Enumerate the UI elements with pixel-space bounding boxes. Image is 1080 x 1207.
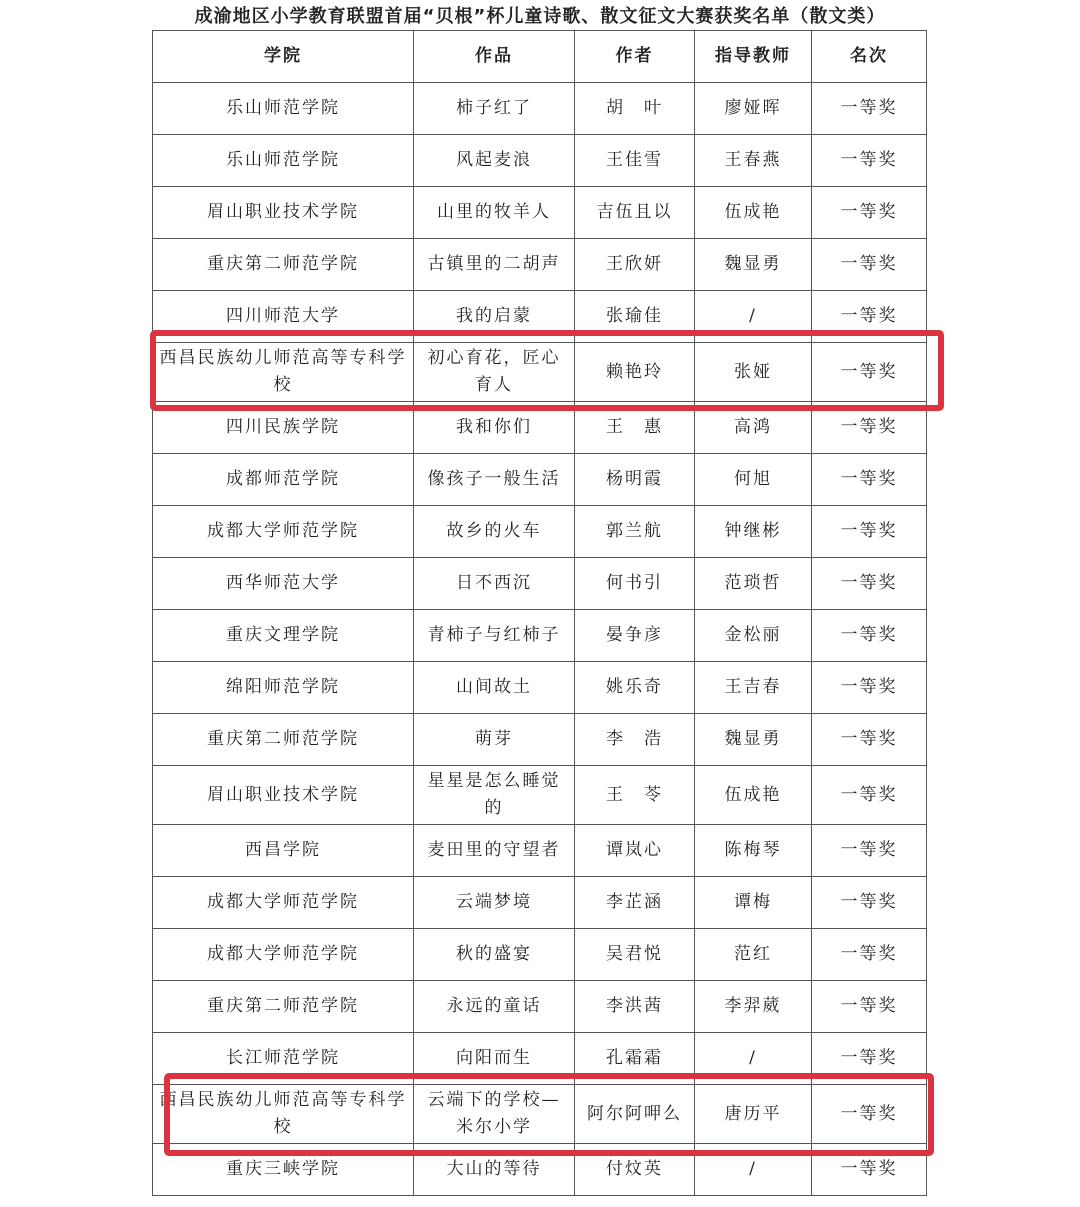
cell-author: 李洪茜 [575,981,695,1033]
table-row [153,558,927,610]
cell-work: 初心育花，匠心育人 [414,343,575,402]
cell-work: 向阳而生 [414,1033,575,1085]
table-row [153,825,927,877]
table-row [153,239,927,291]
cell-rank: 一等奖 [812,291,927,343]
cell-college: 重庆文理学院 [153,610,414,662]
cell-teacher: 金松丽 [695,610,812,662]
cell-rank: 一等奖 [812,506,927,558]
cell-college: 绵阳师范学院 [153,662,414,714]
table-row [153,454,927,506]
cell-work: 大山的等待 [414,1144,575,1196]
cell-college: 乐山师范学院 [153,83,414,135]
cell-teacher: / [695,291,812,343]
cell-teacher: 高鸿 [695,402,812,454]
cell-teacher: 魏显勇 [695,239,812,291]
cell-rank: 一等奖 [812,135,927,187]
cell-work: 山里的牧羊人 [414,187,575,239]
table-row [153,877,927,929]
table-row [153,981,927,1033]
cell-teacher: 范红 [695,929,812,981]
table-row [153,1144,927,1196]
cell-author: 张瑜佳 [575,291,695,343]
cell-teacher: 王吉春 [695,662,812,714]
table-row [153,402,927,454]
cell-work: 像孩子一般生活 [414,454,575,506]
cell-teacher: 何旭 [695,454,812,506]
cell-rank: 一等奖 [812,558,927,610]
header-college: 学院 [153,31,414,83]
cell-college: 西昌民族幼儿师范高等专科学校 [153,1085,414,1144]
cell-college: 乐山师范学院 [153,135,414,187]
cell-college: 四川民族学院 [153,402,414,454]
cell-author: 吴君悦 [575,929,695,981]
cell-author: 李 浩 [575,714,695,766]
table-row [153,1033,927,1085]
cell-author: 孔霜霜 [575,1033,695,1085]
cell-college: 长江师范学院 [153,1033,414,1085]
cell-college: 成都大学师范学院 [153,506,414,558]
cell-work: 秋的盛宴 [414,929,575,981]
cell-rank: 一等奖 [812,343,927,402]
table-row [153,1085,927,1144]
cell-rank: 一等奖 [812,454,927,506]
cell-work: 星星是怎么睡觉的 [414,766,575,825]
table-row [153,714,927,766]
cell-teacher: 魏显勇 [695,714,812,766]
table-row [153,135,927,187]
cell-rank: 一等奖 [812,1085,927,1144]
cell-teacher: 陈梅琴 [695,825,812,877]
header-teacher: 指导教师 [695,31,812,83]
cell-author: 胡 叶 [575,83,695,135]
cell-college: 眉山职业技术学院 [153,766,414,825]
cell-college: 西昌民族幼儿师范高等专科学校 [153,343,414,402]
cell-college: 西昌学院 [153,825,414,877]
cell-author: 李芷涵 [575,877,695,929]
cell-teacher: 张娅 [695,343,812,402]
cell-rank: 一等奖 [812,766,927,825]
cell-college: 成都大学师范学院 [153,929,414,981]
cell-author: 王欣妍 [575,239,695,291]
cell-work: 青柿子与红柿子 [414,610,575,662]
cell-work: 萌芽 [414,714,575,766]
cell-work: 山间故土 [414,662,575,714]
cell-college: 重庆三峡学院 [153,1144,414,1196]
cell-teacher: 伍成艳 [695,187,812,239]
cell-teacher: 钟继彬 [695,506,812,558]
cell-college: 西华师范大学 [153,558,414,610]
cell-rank: 一等奖 [812,239,927,291]
cell-work: 古镇里的二胡声 [414,239,575,291]
cell-work: 我的启蒙 [414,291,575,343]
cell-rank: 一等奖 [812,610,927,662]
cell-teacher: 谭梅 [695,877,812,929]
table-row [153,506,927,558]
cell-work: 永远的童话 [414,981,575,1033]
cell-work: 我和你们 [414,402,575,454]
cell-rank: 一等奖 [812,929,927,981]
cell-work: 日不西沉 [414,558,575,610]
cell-work: 故乡的火车 [414,506,575,558]
cell-college: 眉山职业技术学院 [153,187,414,239]
cell-work: 云端下的学校—米尔小学 [414,1085,575,1144]
header-rank: 名次 [812,31,927,83]
cell-author: 王 苓 [575,766,695,825]
cell-author: 姚乐奇 [575,662,695,714]
header-work: 作品 [414,31,575,83]
table-row [153,929,927,981]
cell-rank: 一等奖 [812,83,927,135]
cell-work: 麦田里的守望者 [414,825,575,877]
cell-work: 柿子红了 [414,83,575,135]
cell-author: 付炆英 [575,1144,695,1196]
cell-author: 晏争彦 [575,610,695,662]
cell-rank: 一等奖 [812,981,927,1033]
cell-work: 风起麦浪 [414,135,575,187]
table-header-row [153,31,927,83]
table-row [153,662,927,714]
header-author: 作者 [575,31,695,83]
cell-rank: 一等奖 [812,187,927,239]
cell-college: 成都大学师范学院 [153,877,414,929]
table-row [153,83,927,135]
cell-author: 何书引 [575,558,695,610]
cell-author: 王佳雪 [575,135,695,187]
cell-teacher: 伍成艳 [695,766,812,825]
table-row [153,766,927,825]
cell-teacher: 王春燕 [695,135,812,187]
cell-college: 重庆第二师范学院 [153,239,414,291]
cell-teacher: / [695,1144,812,1196]
cell-teacher: 唐历平 [695,1085,812,1144]
cell-work: 云端梦境 [414,877,575,929]
cell-teacher: 李羿葳 [695,981,812,1033]
cell-author: 赖艳玲 [575,343,695,402]
table-row [153,187,927,239]
cell-author: 杨明霞 [575,454,695,506]
cell-rank: 一等奖 [812,1144,927,1196]
cell-author: 吉伍且以 [575,187,695,239]
cell-teacher: / [695,1033,812,1085]
cell-college: 重庆第二师范学院 [153,981,414,1033]
table-body [153,83,927,1196]
cell-author: 王 惠 [575,402,695,454]
awards-table [152,30,927,1196]
cell-teacher: 范琐哲 [695,558,812,610]
cell-author: 阿尔阿呷么 [575,1085,695,1144]
cell-college: 四川师范大学 [153,291,414,343]
cell-teacher: 廖娅晖 [695,83,812,135]
table-row [153,291,927,343]
cell-college: 重庆第二师范学院 [153,714,414,766]
table-row [153,343,927,402]
cell-author: 谭岚心 [575,825,695,877]
cell-author: 郭兰航 [575,506,695,558]
cell-rank: 一等奖 [812,714,927,766]
cell-rank: 一等奖 [812,662,927,714]
cell-rank: 一等奖 [812,1033,927,1085]
page-title: 成渝地区小学教育联盟首届“贝根”杯儿童诗歌、散文征文大赛获奖名单（散文类） [194,6,886,27]
cell-rank: 一等奖 [812,825,927,877]
cell-rank: 一等奖 [812,877,927,929]
table-row [153,610,927,662]
cell-college: 成都师范学院 [153,454,414,506]
cell-rank: 一等奖 [812,402,927,454]
